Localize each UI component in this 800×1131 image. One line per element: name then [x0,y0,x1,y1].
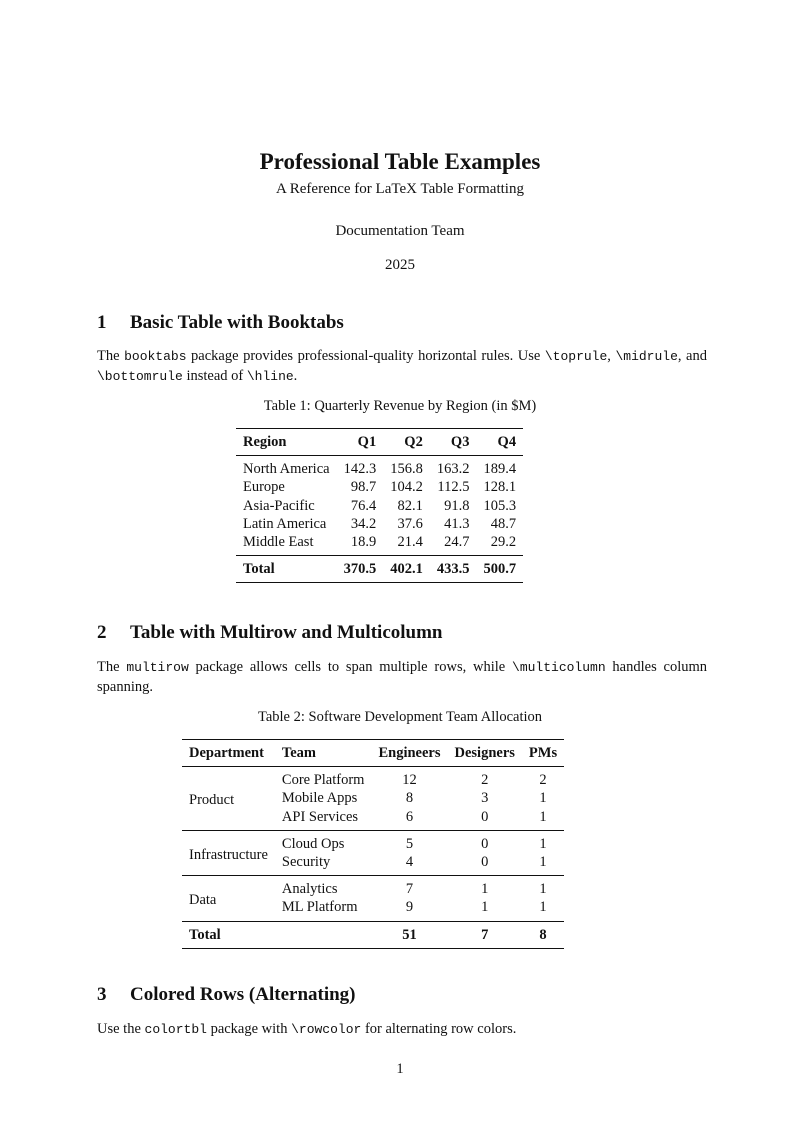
table-cell: 189.4 [476,456,523,479]
code-toprule: \toprule [544,349,608,364]
code-booktabs: booktabs [124,349,187,364]
total-cell: 8 [522,921,564,948]
table-2-team-allocation [182,739,564,949]
document-title: Professional Table Examples [259,149,541,174]
table-row [236,456,523,479]
table-cell: 24.7 [444,534,470,551]
total-cell: 51 [371,921,447,948]
header-cell: Engineers [371,740,447,767]
header-cell: Team [275,740,372,767]
text-run: The [97,659,127,675]
text-run: package provides professional-quality horizontal rules. Use [186,348,545,364]
table-cell: 104.2 [390,479,423,496]
table-total-row [236,556,523,583]
table-cell: ML Platform [281,899,358,916]
document-author: Documentation Team [335,223,465,239]
table-cell: 1 [539,899,547,916]
section-2-number: 2 [97,622,107,643]
table-cell: 5 [371,830,447,853]
total-cell: 7 [448,921,522,948]
code-bottomrule: \bottomrule [97,368,183,384]
department-cell: Product [182,767,275,831]
code-multicolumn: \multicolumn [512,660,606,675]
text-run: , and [677,348,707,364]
section-3-paragraph [97,1020,707,1040]
section-3-number: 3 [97,984,107,1005]
header-cell: PMs [522,740,564,767]
table-2-caption: Table 2: Software Development Team Allocation [258,709,542,725]
table-cell: 105.3 [483,497,517,514]
section-2-paragraph [97,658,707,696]
header-cell: Department [182,740,275,767]
table-cell: 6 [405,808,414,825]
table-row [236,533,523,556]
table-cell: 0 [481,808,489,825]
table-cell: 128.1 [483,479,517,496]
text-run: handles column spanning. [97,659,708,695]
table-cell: Europe [243,479,285,496]
table-cell: 3 [481,790,489,807]
table-cell: 4 [405,854,414,871]
document-date: 2025 [385,257,415,273]
table-cell: 1 [481,899,489,916]
table-header-row [182,740,564,767]
total-cell-empty [275,921,372,948]
table-cell: 2 [448,767,522,790]
table-cell: Cloud Ops [275,830,372,853]
table-cell: 1 [522,830,564,853]
code-hline: \hline [246,368,294,384]
table-cell: 18.9 [350,534,377,551]
section-2-heading [97,620,443,646]
table-cell: 1 [539,854,547,871]
section-2-title: Table with Multirow and Multicolumn [130,622,443,643]
table-cell: 48.7 [490,515,517,532]
table-1-revenue [236,428,523,583]
header-cell: Q3 [430,429,477,456]
section-1-number: 1 [97,312,107,333]
table-row [182,876,564,899]
table-cell: 142.3 [337,456,384,479]
table-cell: 91.8 [444,497,470,514]
total-cell: 500.7 [476,556,523,583]
table-cell: 163.2 [430,456,477,479]
code-rowcolor: \rowcolor [291,1022,362,1037]
text-run: for alternating row colors. [361,1021,517,1037]
table-cell: 21.4 [397,534,423,551]
text-run: Use the [97,1021,145,1037]
header-cell: Region [236,429,337,456]
text-run: The [97,348,125,364]
document-subtitle: A Reference for LaTeX Table Formatting [276,181,524,197]
table-cell: 7 [371,876,447,899]
page-number: 1 [396,1061,404,1077]
code-colortbl: colortbl [144,1022,207,1037]
table-cell: Middle East [243,534,314,551]
department-cell: Infrastructure [182,830,275,875]
table-row [236,497,523,515]
table-cell: 1 [448,876,522,899]
table-cell: 76.4 [350,497,377,514]
header-cell: Q2 [383,429,430,456]
table-cell: North America [236,456,337,479]
table-cell: Asia-Pacific [243,497,315,514]
table-cell: Latin America [243,515,327,532]
code-multirow: multirow [126,660,189,675]
table-row [182,767,564,790]
table-row [236,478,523,496]
table-cell: 9 [405,899,414,916]
total-cell: 433.5 [430,556,477,583]
total-cell: 370.5 [337,556,384,583]
table-cell: 112.5 [437,479,470,496]
text-run: , [607,348,616,364]
table-cell: Security [281,854,331,871]
total-cell: Total [236,556,337,583]
section-1-heading [97,310,344,336]
total-cell: Total [182,921,275,948]
table-header-row [236,429,523,456]
table-total-row [182,921,564,948]
table-row [182,830,564,853]
table-row [236,515,523,533]
table-cell: 156.8 [383,456,430,479]
header-cell: Q1 [337,429,384,456]
table-cell: 98.7 [350,479,377,496]
section-3-heading [97,982,356,1008]
table-cell: 34.2 [350,515,377,532]
table-cell: Core Platform [275,767,372,790]
table-cell: Analytics [275,876,372,899]
section-3-title: Colored Rows (Alternating) [130,984,356,1005]
text-run: package with [206,1021,292,1037]
department-cell: Data [182,876,275,921]
table-cell: 12 [371,767,447,790]
header-cell: Q4 [476,429,523,456]
code-midrule: \midrule [615,349,678,364]
table-cell: Mobile Apps [281,790,358,807]
total-cell: 402.1 [383,556,430,583]
table-cell: 2 [522,767,564,790]
section-1-title: Basic Table with Booktabs [130,312,344,333]
section-1-paragraph [97,347,707,386]
table-1-caption: Table 1: Quarterly Revenue by Region (in $M) [263,398,537,414]
text-run: instead of [182,367,247,384]
table-cell: 8 [405,790,414,807]
table-cell: API Services [281,808,359,825]
table-cell: 41.3 [444,515,470,532]
table-cell: 29.2 [490,534,517,551]
table-cell: 1 [539,808,547,825]
title-block [0,147,800,275]
table-cell: 37.6 [397,515,423,532]
table-cell: 0 [481,854,489,871]
table-cell: 1 [522,876,564,899]
text-run: package allows cells to span multiple rows, while [188,659,513,675]
header-cell: Designers [448,740,522,767]
table-cell: 82.1 [397,497,423,514]
text-run: . [293,367,298,384]
table-cell: 1 [539,790,547,807]
table-cell: 0 [448,830,522,853]
